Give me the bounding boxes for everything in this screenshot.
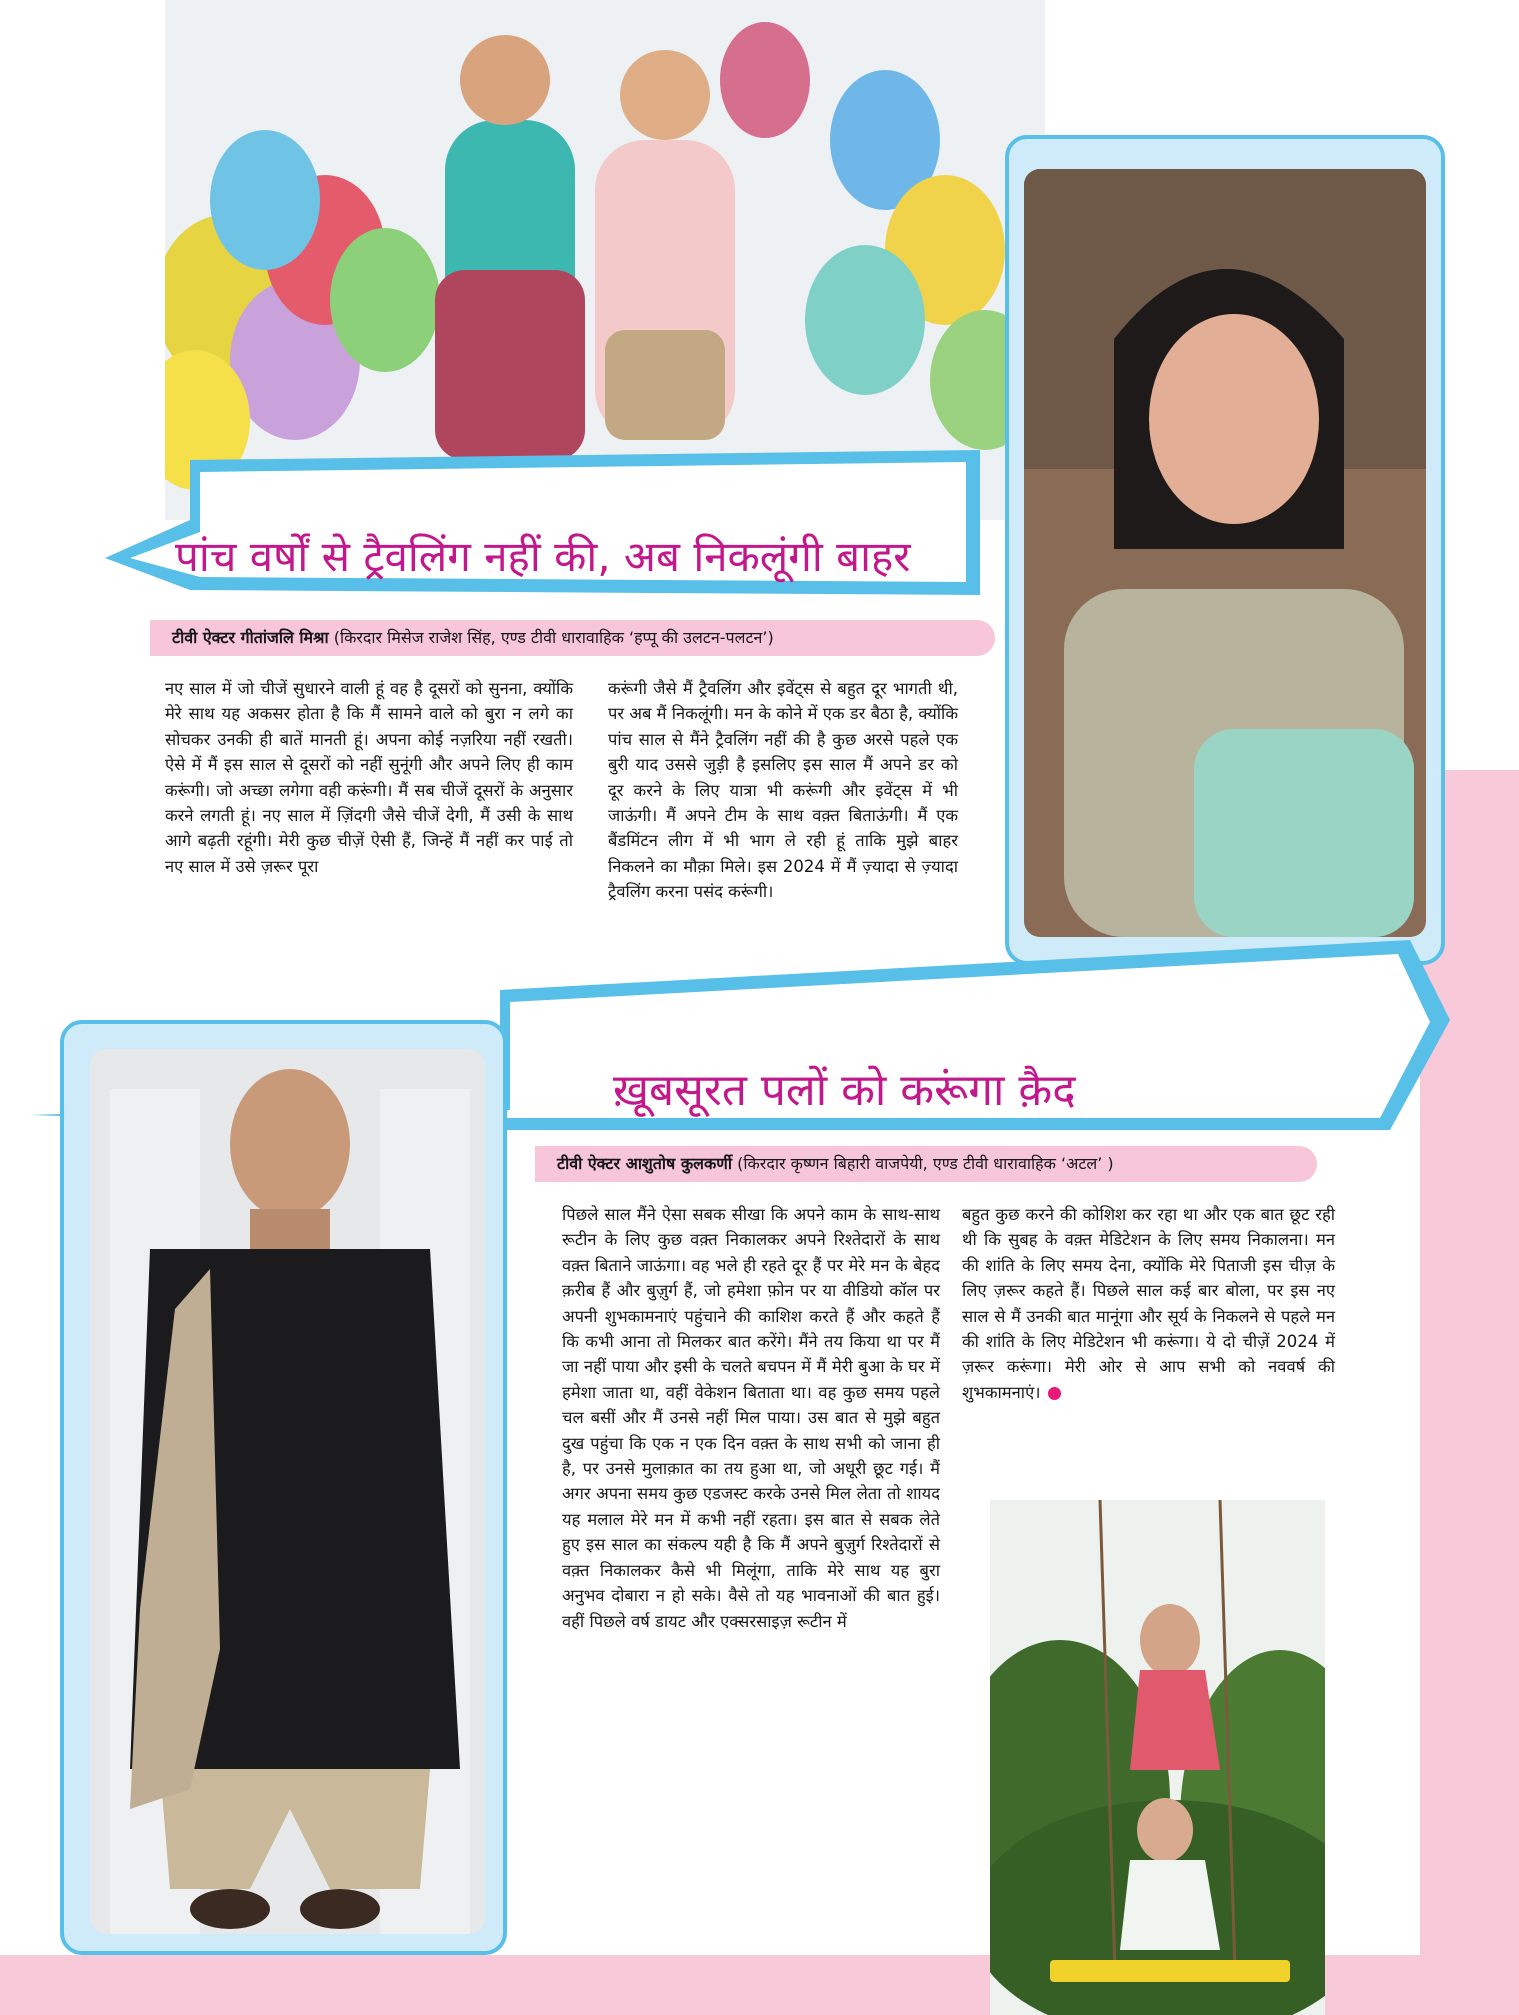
story1-column-2-text: करूंगी जैसे मैं ट्रैवलिंग और इवेंट्स से बहुत दूर भागती थी, पर अब मैं निकलूंगी। मन के कोने में एक डर बैठा है, क्योंकि पांच साल से मैंने ट्रैवलिंग नहीं की है कुछ अरसे पहले एक बुरी याद उससे जुड़ी है इसलिए इस साल मैं अपने डर को दूर करने के लिए यात्रा भी करूंगी और इवेंट्स में भी जाऊंगी। मैं अपने टीम के साथ वक़्त बिताऊंगी। मैं एक बैंडमिंटन लीग में भी भाग ले रही हूं ताकि मुझे बाहर निकलने का मौक़ा मिले। इस 2024 में मैं ज़्यादा से ज़्यादा ट्रैवलिंग करना पसंद करूंगी। xyxy=(608,679,959,902)
portrait-frame-ashutosh xyxy=(60,1020,507,1955)
story2-column-2 xyxy=(962,1202,1335,1405)
story2-column-2-text xyxy=(962,1202,1335,1405)
pink-background-right-top xyxy=(1440,770,1519,830)
story1-byline xyxy=(150,620,995,656)
story1-byline-name: टीवी ऐक्टर गीतांजलि मिश्रा xyxy=(172,628,329,647)
end-bullet-icon xyxy=(1048,1387,1061,1400)
story2-column-1 xyxy=(562,1202,940,1634)
story2-column-2-body: बहुत कुछ करने की कोशिश कर रहा था और एक बात छूट रही थी कि सुबह के वक़्त मेडिटेशन के लिए समय निकालना। मन की शांति के लिए समय देना, क्योंकि मेरे पिताजी इस चीज़ के लिए ज़रूर कहते हैं। पिछले साल कई बार बोला, पर इस नए साल से मैं उनकी बात मानूंगा और सूर्य के निकलने से पहले मन की शांति के लिए मेडिटेशन भी करूंगा। ये दो चीज़ें 2024 में ज़रूर करूंगा। मेरी ओर से आप सभी को नववर्ष की शुभकामनाएं। xyxy=(962,1205,1335,1402)
story1-column-1-text: नए साल में जो चीजें सुधारने वाली हूं वह है दूसरों को सुनना, क्योंकि मेरे साथ यह अकसर होता है कि मैं सामने वाले को बुरा न लगे का सोचकर उनकी ही बातें मानती हूं। अपना कोई नज़रिया नहीं रखती। ऐसे में मैं इस साल से दूसरों को नहीं सुनूंगी और अपने लिए ही काम करूंगी। जो अच्छा लगेगा वही करूंगी। मैं सब चीजें दूसरों के अनुसार करने लगती हूं। नए साल में ज़िंदगी जैसे चीजें देगी, मैं उसी के साथ आगे बढ़ती रहूंगी। मेरी कुछ चीज़ें ऐसी हैं, जिन्हें मैं नहीं कर पाई तो नए साल में उसे ज़रूर पूरा xyxy=(165,679,573,876)
story1-byline-role: (किरदार मिसेज राजेश सिंह, एण्ड टीवी धारावाहिक ‘हप्पू की उलटन-पलटन’) xyxy=(328,628,774,647)
story1-column-1 xyxy=(165,676,573,879)
story2-byline-role: (किरदार कृष्णन बिहारी वाजपेयी, एण्ड टीवी धारावाहिक ‘अटल’ ) xyxy=(732,1154,1114,1173)
portrait-photo-geetanjali xyxy=(1024,169,1426,937)
portrait-photo-ashutosh xyxy=(90,1049,485,1934)
story2-column-1-text: पिछले साल मैंने ऐसा सबक सीखा कि अपने काम के साथ-साथ रूटीन के लिए कुछ वक़्त निकालकर अपने रिश्तेदारों के साथ वक़्त बिताने जाऊंगा। वह भले ही रहते दूर हैं पर मेरे मन के बेहद क़रीब हैं और बुज़ुर्ग हैं, जो हमेशा फ़ोन पर या वीडियो कॉल पर अपनी शुभकामनाएं पहुंचाने की काशिश करते हैं और कहते हैं कि कभी आना तो मिलकर बात करेंगे। मैंने तय किया था पर मैं जा नहीं पाया और इसी के चलते बचपन में मैं मेरी बुआ के घर में हमेशा जाता था, वहीं वेकेशन बिताता था। वह कुछ समय पहले चल बसीं और मैं उनसे नहीं मिल पाया। उस बात से मुझे बहुत दुख पहुंचा कि एक न एक दिन वक़्त के साथ सभी को जाना ही है, पर उनसे मुलाक़ात का तय हुआ था, जो अधूरी छूट गई। मैं अगर अपना समय कुछ एडजस्ट करके उनसे मिल लेता तो शायद यह मलाल मेरे मन में कभी नहीं रहता। इस बात से सबक लेते हुए इस साल का संकल्प यही है कि मैं अपने बुज़ुर्ग रिश्तेदारों से वक़्त निकालकर कैसे भी मिलूंगा, ताकि मेरे साथ यह बुरा अनुभव दोबारा न हो सके। वैसे तो यह भावनाओं की बात हुई। वहीं पिछले वर्ष डायट और एक्सरसाइज़ रूटीन में xyxy=(562,1205,940,1631)
story2-heading: ख़ूबसूरत पलों को करूंगा क़ैद xyxy=(613,1065,1076,1116)
story2-byline xyxy=(535,1146,1317,1182)
portrait-frame-geetanjali xyxy=(1005,135,1445,965)
story2-byline-name: टीवी ऐक्टर आशुतोष कुलकर्णी xyxy=(557,1154,733,1173)
swing-photo xyxy=(990,1500,1325,2015)
story1-heading: पांच वर्षों से ट्रैवलिंग नहीं की, अब निकलूंगी बाहर xyxy=(175,532,911,581)
story1-column-2 xyxy=(608,676,958,905)
